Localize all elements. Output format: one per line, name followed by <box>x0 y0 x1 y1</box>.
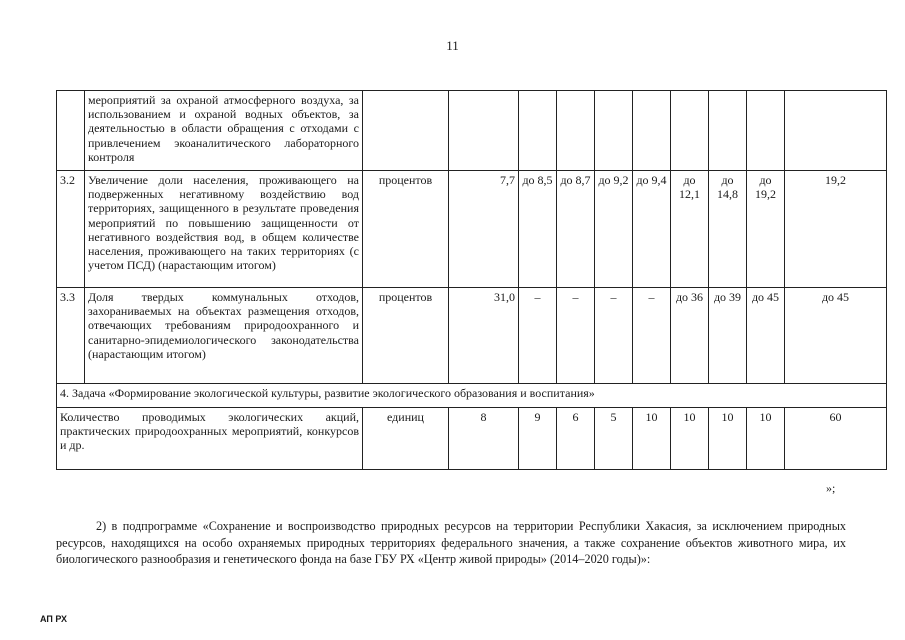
year-value-cell: 10 <box>747 408 785 470</box>
year-value-cell: 10 <box>671 408 709 470</box>
year-value-cell: до 12,1 <box>671 171 709 288</box>
unit-cell: процентов <box>363 171 449 288</box>
task-heading: 4. Задача «Формирование экологической культуры, развитие экологического образования и воспитания» <box>57 384 887 408</box>
row-number: 3.3 <box>57 288 85 384</box>
row-number <box>57 91 85 171</box>
year-value-cell: – <box>595 288 633 384</box>
year-value-cell: 10 <box>633 408 671 470</box>
year-value-cell: 9 <box>519 408 557 470</box>
total-value-cell: до 45 <box>785 288 887 384</box>
table-row <box>57 91 887 171</box>
indicator-description: Количество проводимых экологических акций, практических природоохранных мероприятий, конкурсов и др. <box>57 408 363 470</box>
year-value-cell: до 9,2 <box>595 171 633 288</box>
footer-mark: АП РХ <box>40 614 68 624</box>
table-row <box>57 171 887 288</box>
page-number: 11 <box>446 38 459 53</box>
year-value-cell: до 39 <box>709 288 747 384</box>
table-row <box>57 408 887 470</box>
year-value-cell: – <box>557 288 595 384</box>
year-value-cell: до 19,2 <box>747 171 785 288</box>
indicator-description: Увеличение доли населения, проживающего на подверженных негативному воздействию вод территориях, защищенного в результате проведения мероприятий по повышению защищенности от негативного воздействия вод, в общем количестве населения, проживающего на таких территориях (с учетом ПСД) (нарастающим итогом) <box>85 171 363 288</box>
year-value-cell: до 9,4 <box>633 171 671 288</box>
table-closing-quote: »; <box>826 481 836 495</box>
indicators-table <box>56 90 887 470</box>
body-paragraph: 2) в подпрограмме «Сохранение и воспроизводство природных ресурсов на территории Республики Хакасия, за исключением природных ресурсов, находящихся на особо охраняемых природных территориях федерального значения, а также сохранение объектов животного мира, их биологического разнообразия и генетического фонда на базе ГБУ РХ «Центр живой природы» (2014–2020 годы)»: <box>56 519 846 567</box>
base-value-cell: 7,7 <box>449 171 519 288</box>
year-value-cell: до 8,5 <box>519 171 557 288</box>
task-header-row <box>57 384 887 408</box>
year-value-cell: 6 <box>557 408 595 470</box>
indicator-description: мероприятий за охраной атмосферного воздуха, за использованием и охраной водных объектов, за деятельностью в области обращения с отходами с привлечением экоаналитического лабораторного контроля <box>85 91 363 171</box>
total-value-cell: 60 <box>785 408 887 470</box>
table-row <box>57 288 887 384</box>
year-value-cell: до 45 <box>747 288 785 384</box>
year-value-cell: 5 <box>595 408 633 470</box>
year-value-cell: до 36 <box>671 288 709 384</box>
row-number: 3.2 <box>57 171 85 288</box>
unit-cell: процентов <box>363 288 449 384</box>
base-value-cell: 31,0 <box>449 288 519 384</box>
year-value-cell: – <box>633 288 671 384</box>
base-value-cell: 8 <box>449 408 519 470</box>
year-value-cell: до 14,8 <box>709 171 747 288</box>
year-value-cell: до 8,7 <box>557 171 595 288</box>
indicator-description: Доля твердых коммунальных отходов, захораниваемых на объектах размещения отходов, отвечающих требованиям природоохранного и санитарно-эпидемиологического законодательства (нарастающим итогом) <box>85 288 363 384</box>
unit-cell: единиц <box>363 408 449 470</box>
total-value-cell: 19,2 <box>785 171 887 288</box>
year-value-cell: 10 <box>709 408 747 470</box>
year-value-cell: – <box>519 288 557 384</box>
